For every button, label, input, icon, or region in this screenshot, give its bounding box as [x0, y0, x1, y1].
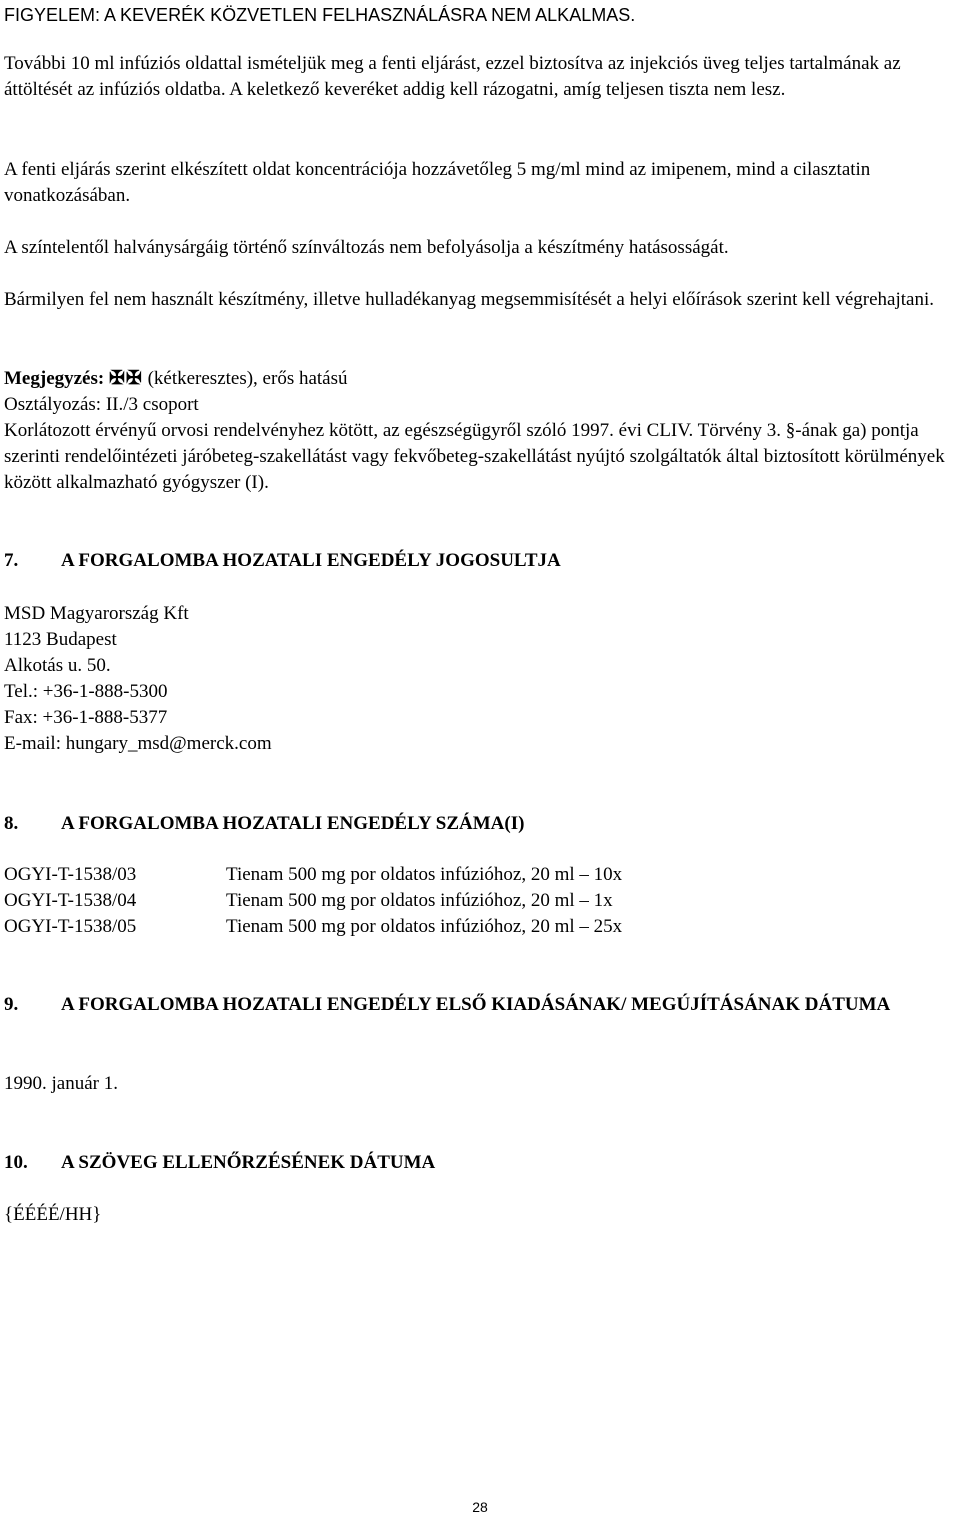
- product-description: Tienam 500 mg por oldatos infúzióhoz, 20 ml – 25x: [226, 916, 623, 937]
- paragraph-disposal: Bármilyen fel nem használt készítmény, illetve hulladékanyag megsemmisítését a helyi előírások szerint kell végrehajtani.: [4, 289, 934, 310]
- revision-date: {ÉÉÉÉ/HH}: [4, 1204, 102, 1225]
- address-line: 1123 Budapest: [4, 629, 117, 650]
- note-line: [4, 366, 956, 392]
- section-number: 9.: [4, 994, 19, 1015]
- section-8-heading: [4, 811, 956, 837]
- section-number: 8.: [4, 813, 19, 834]
- warning-text: FIGYELEM: A KEVERÉK KÖZVETLEN FELHASZNÁLÁSRA NEM ALKALMAS.: [4, 5, 636, 25]
- section-9-heading: [4, 992, 956, 1018]
- paragraph-concentration: A fenti eljárás szerint elkészített oldat koncentrációja hozzávetőleg 5 mg/ml mind az imipenem, mind a cilasztatin vonatkozásában.: [4, 159, 871, 206]
- restriction-text: Korlátozott érvényű orvosi rendelvényhez kötött, az egészségügyről szóló 1997. évi CLIV. Törvény 3. §-ának ga) pontja szerinti rendelőintézeti járóbeteg-szakellátást vagy fekvőbeteg-szakellátást nyújtó szolgáltatók által biztosított körülmények között alkalmazható gyógyszer (I).: [4, 420, 945, 493]
- section-title: A SZÖVEG ELLENŐRZÉSÉNEK DÁTUMA: [61, 1152, 436, 1173]
- note-label: Megjegyzés:: [4, 368, 105, 389]
- note-block: [4, 366, 956, 496]
- section-7-heading: [4, 548, 956, 574]
- address-line: Alkotás u. 50.: [4, 655, 111, 676]
- list-item: [4, 888, 956, 914]
- paragraph-reconstitution: További 10 ml infúziós oldattal ismételjük meg a fenti eljárást, ezzel biztosítva az injekciós üveg teljes tartalmának az áttöltését az infúziós oldatba. A keletkező keveréket addig kell rázogatni, amíg teljesen tiszta nem lesz.: [4, 53, 901, 100]
- product-description: Tienam 500 mg por oldatos infúzióhoz, 20 ml – 1x: [226, 890, 613, 911]
- section-10-heading: [4, 1150, 956, 1176]
- section-title: A FORGALOMBA HOZATALI ENGEDÉLY SZÁMA(I): [61, 813, 525, 834]
- authorization-code: OGYI-T-1538/05: [4, 916, 137, 937]
- paragraph-color-change: A színtelentől halványsárgáig történő színváltozás nem befolyásolja a készítmény hatásosságát.: [4, 237, 729, 258]
- section-number: 10.: [4, 1152, 28, 1173]
- section-number: 7.: [4, 550, 19, 571]
- authorization-code: OGYI-T-1538/03: [4, 864, 137, 885]
- section-title: A FORGALOMBA HOZATALI ENGEDÉLY ELSŐ KIADÁSÁNAK/ MEGÚJÍTÁSÁNAK DÁTUMA: [61, 994, 891, 1015]
- email-line: E-mail: hungary_msd@merck.com: [4, 733, 272, 754]
- note-text: (kétkeresztes), erős hatású: [142, 368, 348, 389]
- product-description: Tienam 500 mg por oldatos infúzióhoz, 20 ml – 10x: [226, 864, 623, 885]
- phone-line: Tel.: +36-1-888-5300: [4, 681, 168, 702]
- list-item: [4, 914, 956, 940]
- authorization-list: [4, 862, 956, 940]
- double-cross-icon: ✠✠: [108, 368, 143, 389]
- authorization-code: OGYI-T-1538/04: [4, 890, 137, 911]
- holder-address: [4, 601, 956, 757]
- fax-line: Fax: +36-1-888-5377: [4, 707, 168, 728]
- first-authorization-date: 1990. január 1.: [4, 1073, 118, 1094]
- list-item: [4, 862, 956, 888]
- page-number: 28: [472, 1499, 488, 1515]
- classification-text: Osztályozás: II./3 csoport: [4, 394, 199, 415]
- section-title: A FORGALOMBA HOZATALI ENGEDÉLY JOGOSULTJA: [61, 550, 561, 571]
- address-line: MSD Magyarország Kft: [4, 603, 189, 624]
